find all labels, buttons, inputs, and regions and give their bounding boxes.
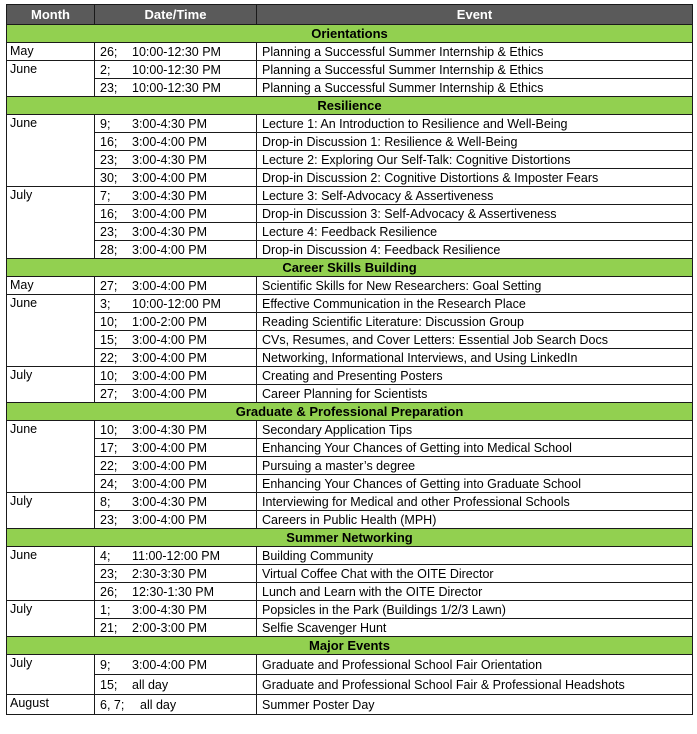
section-header-row <box>7 403 693 421</box>
event-time: 3:00-4:00 PM <box>132 170 208 185</box>
event-day: 8; <box>100 494 111 509</box>
event-day: 6, 7; <box>100 697 125 712</box>
datetime-cell <box>95 205 257 223</box>
schedule-row <box>7 241 693 259</box>
event-day: 30; <box>100 170 118 185</box>
datetime-cell <box>95 583 257 601</box>
event-title: Creating and Presenting Posters <box>257 367 693 385</box>
event-day: 26; <box>100 584 118 599</box>
event-time: 3:00-4:00 PM <box>132 242 208 257</box>
datetime-cell <box>95 349 257 367</box>
event-day: 4; <box>100 548 111 563</box>
month-cell: July <box>7 187 95 259</box>
event-title: Drop-in Discussion 2: Cognitive Distortions & Imposter Fears <box>257 169 693 187</box>
event-day: 26; <box>100 44 118 59</box>
event-day: 15; <box>100 332 118 347</box>
event-title: Planning a Successful Summer Internship & Ethics <box>257 79 693 97</box>
datetime-cell <box>95 313 257 331</box>
section-title: Major Events <box>7 637 693 655</box>
event-column-header: Event <box>257 5 693 25</box>
event-time: 3:00-4:30 PM <box>132 116 208 131</box>
section-title: Resilience <box>7 97 693 115</box>
event-day: 21; <box>100 620 118 635</box>
event-time: all day <box>132 677 169 692</box>
datetime-cell <box>95 79 257 97</box>
month-cell: July <box>7 367 95 403</box>
event-day: 10; <box>100 314 118 329</box>
schedule-row <box>7 169 693 187</box>
schedule-row <box>7 205 693 223</box>
event-day: 16; <box>100 134 118 149</box>
event-time: 11:00-12:00 PM <box>132 548 221 563</box>
month-cell: May <box>7 277 95 295</box>
schedule-row <box>7 223 693 241</box>
datetime-cell <box>95 367 257 385</box>
schedule-row <box>7 115 693 133</box>
datetime-cell <box>95 43 257 61</box>
event-time: 10:00-12:00 PM <box>132 296 221 311</box>
datetime-cell <box>95 655 257 675</box>
event-time: 3:00-4:30 PM <box>132 602 208 617</box>
event-time: 12:30-1:30 PM <box>132 584 214 599</box>
datetime-cell <box>95 223 257 241</box>
datetime-cell <box>95 695 257 715</box>
schedule-row <box>7 475 693 493</box>
schedule-row <box>7 583 693 601</box>
schedule-row <box>7 439 693 457</box>
event-title: Lecture 2: Exploring Our Self-Talk: Cognitive Distortions <box>257 151 693 169</box>
event-time: 3:00-4:00 PM <box>132 458 208 473</box>
event-time: 3:00-4:00 PM <box>132 476 208 491</box>
event-title: Enhancing Your Chances of Getting into Graduate School <box>257 475 693 493</box>
section-header-row <box>7 97 693 115</box>
event-title: Secondary Application Tips <box>257 421 693 439</box>
section-header-row <box>7 637 693 655</box>
section-header-row <box>7 259 693 277</box>
event-title: Networking, Informational Interviews, and Using LinkedIn <box>257 349 693 367</box>
event-day: 3; <box>100 296 111 311</box>
event-time: 3:00-4:00 PM <box>132 657 208 672</box>
schedule-table <box>6 4 693 715</box>
event-day: 22; <box>100 458 118 473</box>
event-time: 3:00-4:30 PM <box>132 422 208 437</box>
section-title: Orientations <box>7 25 693 43</box>
event-day: 16; <box>100 206 118 221</box>
event-title: Scientific Skills for New Researchers: Goal Setting <box>257 277 693 295</box>
event-day: 9; <box>100 116 111 131</box>
datetime-cell <box>95 115 257 133</box>
section-header-row <box>7 25 693 43</box>
event-time: 3:00-4:30 PM <box>132 152 208 167</box>
event-title: Selfie Scavenger Hunt <box>257 619 693 637</box>
event-day: 23; <box>100 224 118 239</box>
event-title: Drop-in Discussion 1: Resilience & Well-Being <box>257 133 693 151</box>
datetime-cell <box>95 439 257 457</box>
event-time: 3:00-4:30 PM <box>132 188 208 203</box>
datetime-cell <box>95 675 257 695</box>
event-title: Lecture 3: Self-Advocacy & Assertiveness <box>257 187 693 205</box>
schedule-row <box>7 61 693 79</box>
event-time: 1:00-2:00 PM <box>132 314 208 329</box>
datetime-cell <box>95 241 257 259</box>
datetime-cell <box>95 331 257 349</box>
event-title: Planning a Successful Summer Internship & Ethics <box>257 61 693 79</box>
event-time: 2:30-3:30 PM <box>132 566 208 581</box>
datetime-cell <box>95 421 257 439</box>
event-title: CVs, Resumes, and Cover Letters: Essential Job Search Docs <box>257 331 693 349</box>
section-title: Summer Networking <box>7 529 693 547</box>
month-cell: June <box>7 61 95 97</box>
event-title: Graduate and Professional School Fair & Professional Headshots <box>257 675 693 695</box>
datetime-cell <box>95 169 257 187</box>
schedule-row <box>7 511 693 529</box>
event-title: Building Community <box>257 547 693 565</box>
datetime-cell <box>95 61 257 79</box>
schedule-row <box>7 493 693 511</box>
event-time: 3:00-4:30 PM <box>132 224 208 239</box>
event-day: 10; <box>100 422 118 437</box>
event-title: Effective Communication in the Research Place <box>257 295 693 313</box>
schedule-row <box>7 277 693 295</box>
section-title: Career Skills Building <box>7 259 693 277</box>
event-time: all day <box>140 697 177 712</box>
event-title: Graduate and Professional School Fair Orientation <box>257 655 693 675</box>
event-title: Enhancing Your Chances of Getting into Medical School <box>257 439 693 457</box>
month-cell: July <box>7 655 95 695</box>
month-cell: July <box>7 493 95 529</box>
schedule-row <box>7 565 693 583</box>
schedule-row <box>7 295 693 313</box>
event-day: 23; <box>100 512 118 527</box>
schedule-row <box>7 79 693 97</box>
event-time: 3:00-4:00 PM <box>132 386 208 401</box>
datetime-cell <box>95 295 257 313</box>
event-title: Careers in Public Health (MPH) <box>257 511 693 529</box>
schedule-row <box>7 619 693 637</box>
month-cell: June <box>7 547 95 601</box>
schedule-row <box>7 187 693 205</box>
event-title: Career Planning for Scientists <box>257 385 693 403</box>
event-time: 3:00-4:00 PM <box>132 350 208 365</box>
event-title: Pursuing a master’s degree <box>257 457 693 475</box>
event-title: Planning a Successful Summer Internship & Ethics <box>257 43 693 61</box>
event-title: Drop-in Discussion 3: Self-Advocacy & Assertiveness <box>257 205 693 223</box>
month-cell: May <box>7 43 95 61</box>
datetime-cell <box>95 385 257 403</box>
event-time: 2:00-3:00 PM <box>132 620 208 635</box>
event-day: 27; <box>100 278 118 293</box>
schedule-row <box>7 547 693 565</box>
schedule-row <box>7 133 693 151</box>
header-row <box>7 5 693 25</box>
datetime-cell <box>95 493 257 511</box>
datetime-cell <box>95 601 257 619</box>
event-title: Lecture 4: Feedback Resilience <box>257 223 693 241</box>
event-time: 3:00-4:30 PM <box>132 494 208 509</box>
schedule-row <box>7 601 693 619</box>
datetime-cell <box>95 151 257 169</box>
schedule-row <box>7 457 693 475</box>
event-day: 15; <box>100 677 118 692</box>
event-day: 7; <box>100 188 111 203</box>
event-title: Lecture 1: An Introduction to Resilience and Well-Being <box>257 115 693 133</box>
event-day: 17; <box>100 440 118 455</box>
event-day: 24; <box>100 476 118 491</box>
event-day: 2; <box>100 62 111 77</box>
event-title: Drop-in Discussion 4: Feedback Resilience <box>257 241 693 259</box>
event-time: 10:00-12:30 PM <box>132 62 221 77</box>
event-day: 23; <box>100 566 118 581</box>
event-day: 1; <box>100 602 111 617</box>
event-time: 3:00-4:00 PM <box>132 206 208 221</box>
month-column-header: Month <box>7 5 95 25</box>
event-time: 3:00-4:00 PM <box>132 332 208 347</box>
schedule-body <box>7 25 693 715</box>
event-day: 23; <box>100 80 118 95</box>
event-title: Summer Poster Day <box>257 695 693 715</box>
event-time: 3:00-4:00 PM <box>132 278 208 293</box>
event-time: 3:00-4:00 PM <box>132 368 208 383</box>
datetime-cell <box>95 277 257 295</box>
section-header-row <box>7 529 693 547</box>
schedule-row <box>7 695 693 715</box>
event-title: Virtual Coffee Chat with the OITE Director <box>257 565 693 583</box>
datetime-cell <box>95 565 257 583</box>
datetime-cell <box>95 511 257 529</box>
datetime-cell <box>95 133 257 151</box>
datetime-column-header: Date/Time <box>95 5 257 25</box>
event-title: Reading Scientific Literature: Discussion Group <box>257 313 693 331</box>
schedule-row <box>7 151 693 169</box>
month-cell: June <box>7 115 95 187</box>
datetime-cell <box>95 457 257 475</box>
event-time: 3:00-4:00 PM <box>132 440 208 455</box>
month-cell: July <box>7 601 95 637</box>
datetime-cell <box>95 187 257 205</box>
datetime-cell <box>95 547 257 565</box>
event-day: 9; <box>100 657 111 672</box>
event-title: Lunch and Learn with the OITE Director <box>257 583 693 601</box>
section-title: Graduate & Professional Preparation <box>7 403 693 421</box>
datetime-cell <box>95 475 257 493</box>
event-day: 27; <box>100 386 118 401</box>
event-time: 10:00-12:30 PM <box>132 80 221 95</box>
event-day: 28; <box>100 242 118 257</box>
schedule-row <box>7 331 693 349</box>
schedule-row <box>7 43 693 61</box>
month-cell: June <box>7 421 95 493</box>
event-day: 10; <box>100 368 118 383</box>
schedule-row <box>7 385 693 403</box>
schedule-row <box>7 349 693 367</box>
event-time: 3:00-4:00 PM <box>132 134 208 149</box>
schedule-row <box>7 675 693 695</box>
event-title: Popsicles in the Park (Buildings 1/2/3 Lawn) <box>257 601 693 619</box>
event-time: 3:00-4:00 PM <box>132 512 208 527</box>
schedule-row <box>7 421 693 439</box>
event-time: 10:00-12:30 PM <box>132 44 221 59</box>
schedule-row <box>7 367 693 385</box>
schedule-row <box>7 313 693 331</box>
month-cell: June <box>7 295 95 367</box>
event-day: 22; <box>100 350 118 365</box>
datetime-cell <box>95 619 257 637</box>
event-title: Interviewing for Medical and other Professional Schools <box>257 493 693 511</box>
event-day: 23; <box>100 152 118 167</box>
month-cell: August <box>7 695 95 715</box>
schedule-row <box>7 655 693 675</box>
